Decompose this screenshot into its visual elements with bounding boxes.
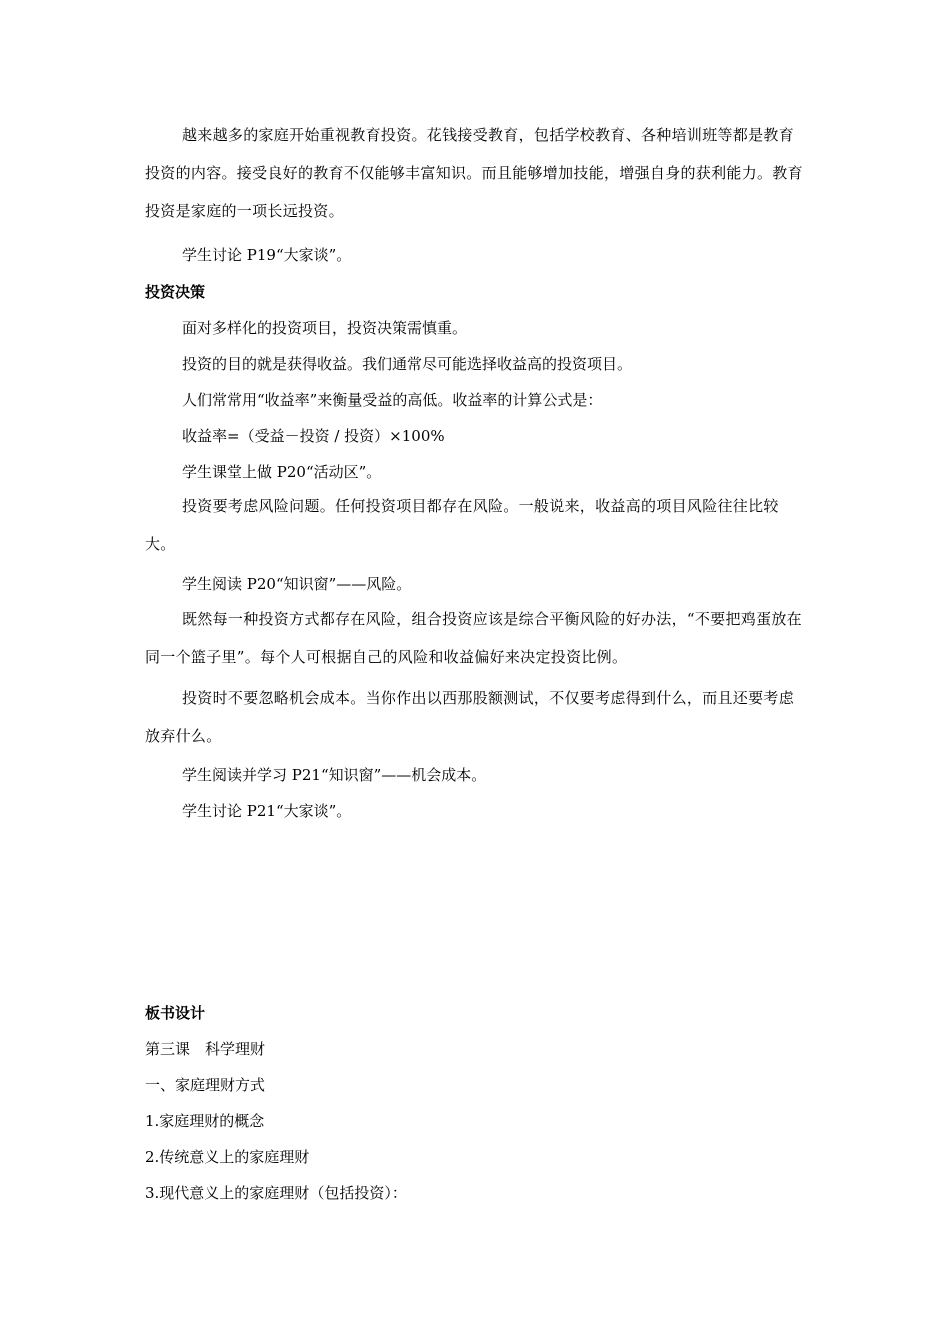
board-lesson-title: 第三课 科学理财 bbox=[145, 1040, 266, 1058]
heading-board-design: 板书设计 bbox=[145, 1004, 206, 1022]
heading-investment-decision: 投资决策 bbox=[145, 283, 206, 301]
activity-discuss-p19: 学生讨论 P19“大家谈”。 bbox=[182, 246, 352, 264]
paragraph-decision-careful: 面对多样化的投资项目，投资决策需慎重。 bbox=[182, 319, 468, 337]
activity-read-opportunity-cost: 学生阅读并学习 P21“知识窗”——机会成本。 bbox=[182, 766, 487, 784]
paragraph-opportunity-cost: 投资时不要忽略机会成本。当你作出以西那股额测试，不仅要考虑得到什么，而且还要考虑放弃什么。 bbox=[145, 689, 795, 745]
board-item-1: 1.家庭理财的概念 bbox=[145, 1112, 265, 1130]
board-item-3: 3.现代意义上的家庭理财（包括投资）： bbox=[145, 1184, 407, 1202]
paragraph-yield-rate: 人们常常用“收益率”来衡量受益的高低。收益率的计算公式是： bbox=[182, 391, 603, 409]
activity-discuss-p21: 学生讨论 P21“大家谈”。 bbox=[182, 802, 352, 820]
paragraph-investment-goal: 投资的目的就是获得收益。我们通常尽可能选择收益高的投资项目。 bbox=[182, 355, 633, 373]
paragraph-portfolio: 既然每一种投资方式都存在风险，组合投资应该是综合平衡风险的好办法，“不要把鸡蛋放在同一个篮子里”。每个人可根据自己的风险和收益偏好来决定投资比例。 bbox=[145, 610, 802, 666]
activity-p20: 学生课堂上做 P20“活动区”。 bbox=[182, 463, 382, 481]
board-section-one: 一、家庭理财方式 bbox=[145, 1076, 266, 1094]
activity-read-risk: 学生阅读 P20“知识窗”——风险。 bbox=[182, 575, 412, 593]
board-item-2: 2.传统意义上的家庭理财 bbox=[145, 1148, 310, 1166]
formula-yield-rate: 收益率=（受益－投资 / 投资）×100% bbox=[182, 427, 445, 445]
paragraph-education-investment: 越来越多的家庭开始重视教育投资。花钱接受教育，包括学校教育、各种培训班等都是教育投资的内容。接受良好的教育不仅能够丰富知识。而且能够增加技能，增强自身的获利能力。教育投资是家庭的一项长远投资。 bbox=[145, 126, 803, 220]
paragraph-risk: 投资要考虑风险问题。任何投资项目都存在风险。一般说来，收益高的项目风险往往比较大。 bbox=[145, 497, 779, 553]
